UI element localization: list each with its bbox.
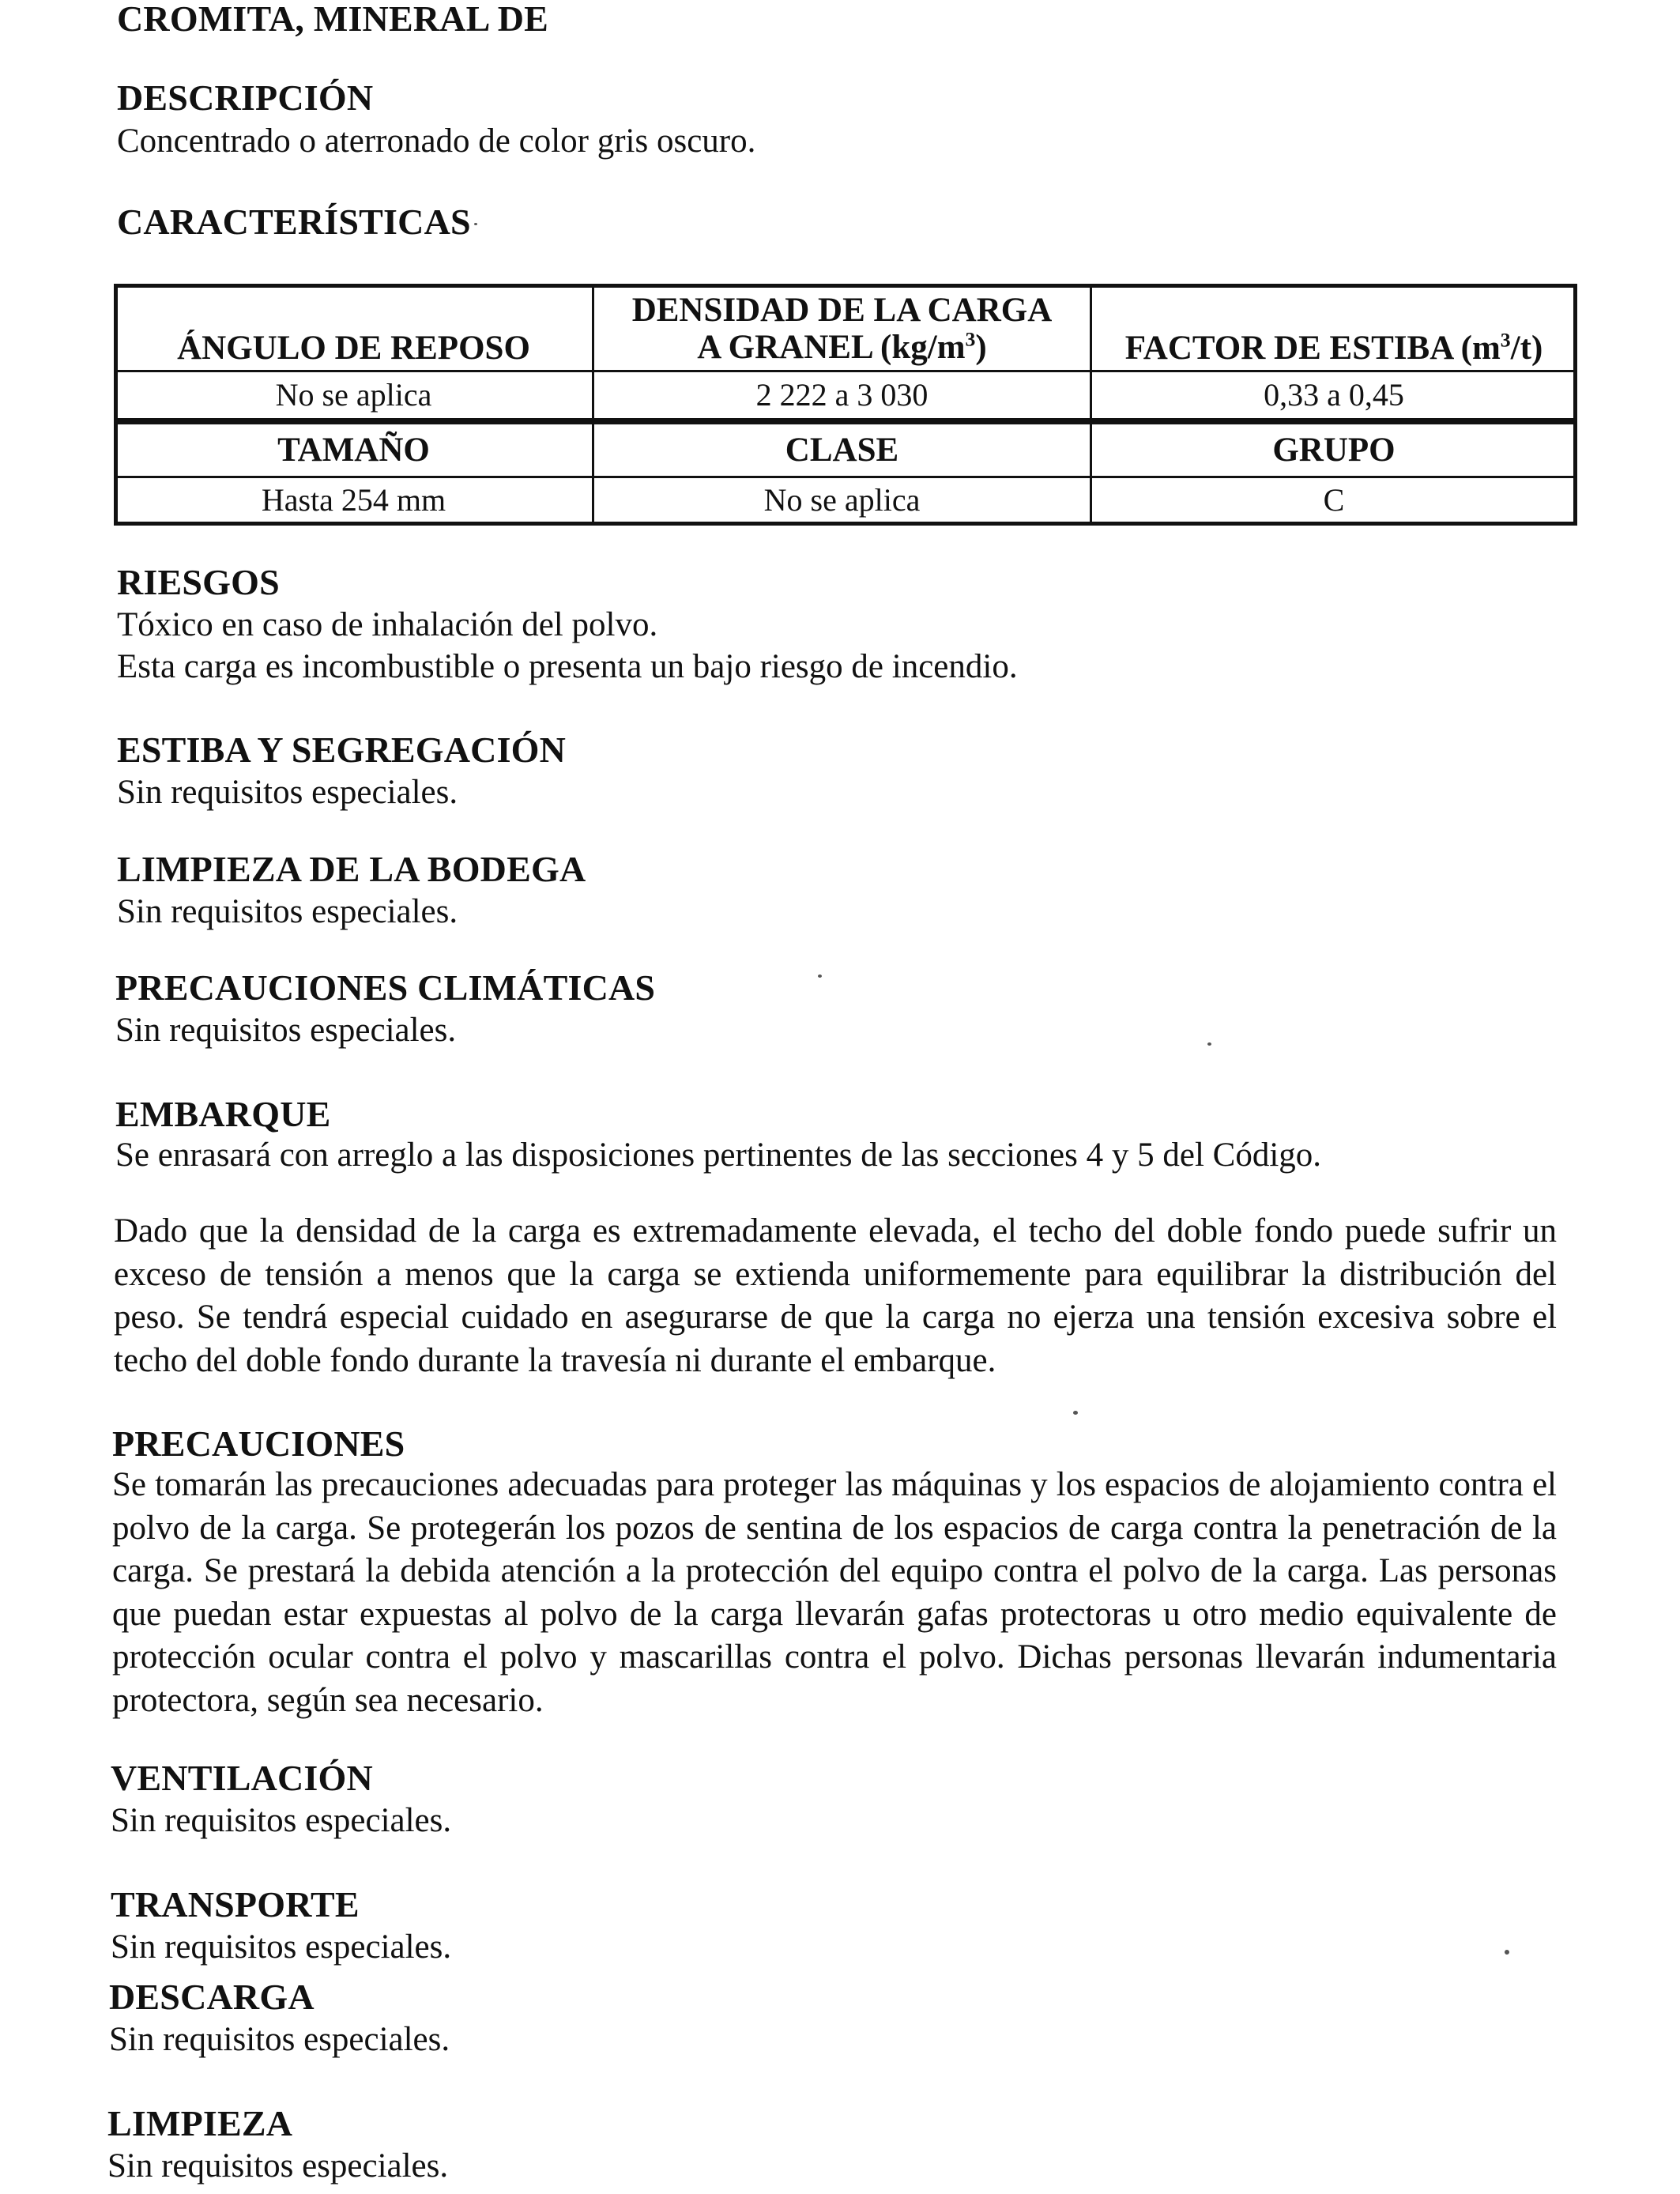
limpieza-bodega-text: Sin requisitos especiales. — [117, 893, 458, 930]
limpieza-bodega-heading: LIMPIEZA DE LA BODEGA — [117, 849, 586, 889]
header-densidad-superscript: 3 — [965, 327, 976, 351]
header-densidad-unit-text: A GRANEL (kg/m — [697, 329, 966, 366]
caracteristicas-heading: CARACTERÍSTICAS — [117, 202, 471, 242]
caracteristicas-table — [114, 284, 1577, 526]
table-divider-double — [114, 418, 1577, 424]
header-factor-label — [1125, 330, 1543, 367]
precauciones-paragraph: Se tomarán las precauciones adecuadas para proteger las máquinas y los espacios de alojamiento contra el polvo de la carga. Se protegerán los pozos de sentina de los espacios de carga contra la penetración de la carga. Se prestará la debida atención a la protección del equipo contra el polvo de la carga. Las personas que puedan estar expuestas al polvo de la carga llevarán gafas protectoras u otro medio equivalente de protección ocular contra el polvo y mascarillas contra el polvo. Dichas personas llevarán indumentaria protectora, según sea necesario. — [112, 1466, 1557, 1719]
descarga-text: Sin requisitos especiales. — [109, 2021, 450, 2058]
embarque-heading: EMBARQUE — [115, 1094, 331, 1134]
value-factor: 0,33 a 0,45 — [1264, 377, 1404, 413]
estiba-text: Sin requisitos especiales. — [117, 774, 458, 811]
transporte-text: Sin requisitos especiales. — [111, 1928, 452, 1966]
value-tamano: Hasta 254 mm — [261, 481, 446, 518]
header-densidad-close: ) — [975, 329, 987, 366]
ventilacion-text: Sin requisitos especiales. — [111, 1802, 452, 1839]
limpieza-heading: LIMPIEZA — [107, 2103, 293, 2143]
header-densidad-line2 — [697, 329, 987, 366]
limpieza-text: Sin requisitos especiales. — [107, 2147, 449, 2185]
scan-speck — [474, 223, 477, 225]
value-grupo: C — [1323, 481, 1345, 518]
header-densidad-line1: DENSIDAD DE LA CARGA — [631, 292, 1053, 329]
descripcion-heading: DESCRIPCIÓN — [117, 77, 374, 118]
embarque-line1: Se enrasará con arreglo a las disposiciones pertinentes de las secciones 4 y 5 del Código. — [115, 1137, 1322, 1174]
precauciones-heading: PRECAUCIONES — [112, 1423, 405, 1464]
ventilacion-heading: VENTILACIÓN — [111, 1758, 373, 1798]
transporte-heading: TRANSPORTE — [111, 1884, 360, 1924]
value-angulo: No se aplica — [275, 377, 432, 413]
header-clase: CLASE — [785, 432, 899, 469]
header-factor-text: FACTOR DE ESTIBA (m — [1124, 329, 1501, 367]
header-factor — [1092, 325, 1576, 371]
header-angulo-label: ÁNGULO DE REPOSO — [177, 329, 530, 367]
scan-speck — [1207, 1042, 1211, 1046]
scan-speck — [1505, 1950, 1509, 1955]
precauciones-climaticas-heading: PRECAUCIONES CLIMÁTICAS — [115, 967, 656, 1008]
scan-speck — [818, 974, 822, 978]
descarga-heading: DESCARGA — [109, 1977, 315, 2017]
value-clase: No se aplica — [763, 481, 921, 518]
riesgos-heading: RIESGOS — [117, 562, 280, 602]
header-angulo — [114, 325, 593, 371]
estiba-heading: ESTIBA Y SEGREGACIÓN — [117, 729, 567, 770]
embarque-paragraph: Dado que la densidad de la carga es extremadamente elevada, el techo del doble fondo puede sufrir un exceso de tensión a menos que la carga se extienda uniformemente para equilibrar la distribución del peso. Se tendrá especial cuidado en asegurarse de que la carga no ejerza una tensión excesiva sobre el techo del doble fondo durante la travesía ni durante el embarque. — [114, 1212, 1557, 1379]
header-tamano: TAMAÑO — [277, 432, 430, 469]
header-densidad — [593, 287, 1090, 371]
value-densidad: 2 222 a 3 030 — [755, 377, 929, 413]
header-grupo: GRUPO — [1272, 432, 1396, 469]
header-factor-close: /t) — [1510, 329, 1543, 367]
scan-speck — [1073, 1411, 1078, 1415]
header-factor-superscript: 3 — [1500, 328, 1511, 352]
riesgos-line1: Tóxico en caso de inhalación del polvo. — [117, 606, 658, 643]
precauciones-climaticas-text: Sin requisitos especiales. — [115, 1012, 457, 1049]
document-title: CROMITA, MINERAL DE — [117, 0, 549, 39]
descripcion-text: Concentrado o aterronado de color gris oscuro. — [117, 123, 756, 160]
riesgos-line2: Esta carga es incombustible o presenta un bajo riesgo de incendio. — [117, 648, 1018, 685]
